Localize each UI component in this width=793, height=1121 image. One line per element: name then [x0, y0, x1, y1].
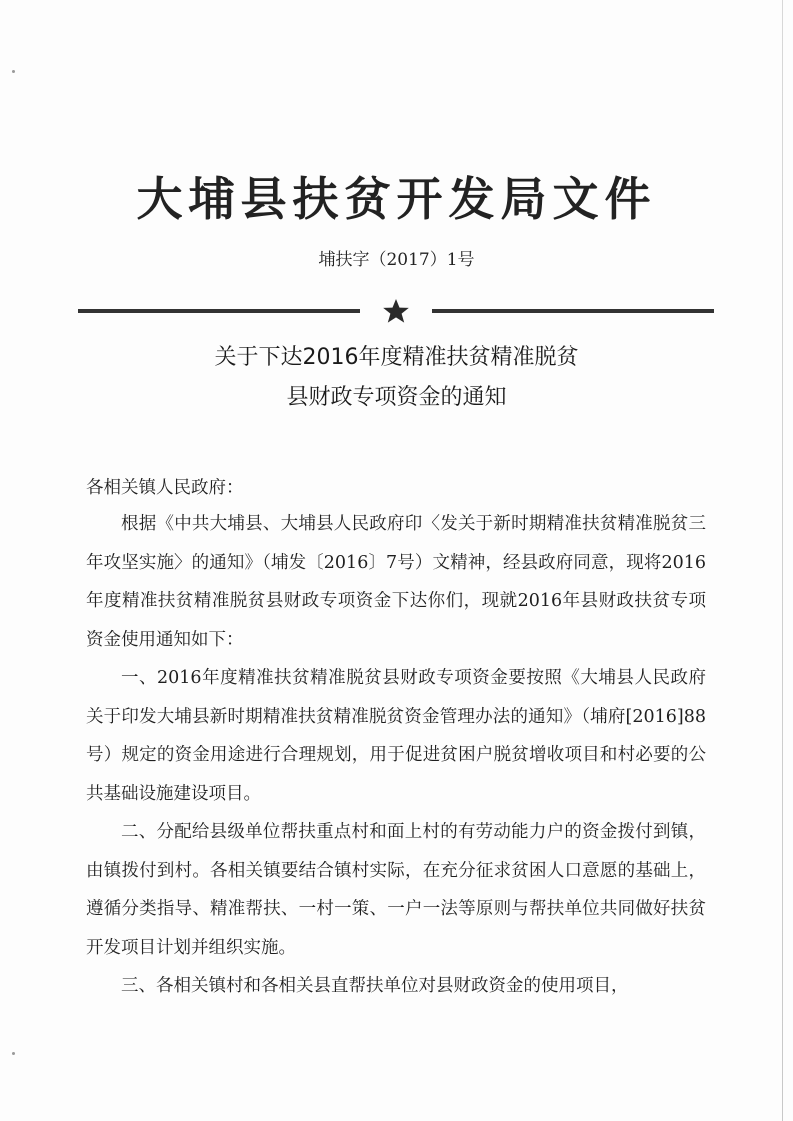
- body-paragraph-4: 三、各相关镇村和各相关县直帮扶单位对县财政资金的使用项目，: [121, 976, 629, 996]
- salutation: 各相关镇人民政府：: [86, 478, 244, 498]
- separator-line-left: [78, 309, 360, 313]
- notice-title-line-1: 关于下达2016年度精准扶贫精准脱贫: [214, 345, 579, 370]
- issuer-header-title: 大埔县扶贫开发局文件: [136, 172, 657, 226]
- notice-title-line-2: 县财政专项资金的通知: [286, 385, 507, 410]
- scan-speck: [12, 1052, 15, 1055]
- body-paragraph-1: 根据《中共大埔县、大埔县人民政府印〈发关于新时期精准扶贫精准脱贫三年攻坚实施〉的通知》（埔发〔2016〕7号）文精神，经县政府同意，现将2016年度精准扶贫精准脱贫县财政专项资金下达你们，现就2016年县财政扶贫专项资金使用通知如下：: [86, 514, 706, 650]
- header-separator: [78, 298, 714, 324]
- notice-title: [0, 338, 793, 418]
- body-paragraph-2: 一、2016年度精准扶贫精准脱贫县财政专项资金要按照《大埔县人民政府关于印发大埔县新时期精准扶贫精准脱贫资金管理办法的通知》（埔府[2016]88号）规定的资金用途进行合理规划，用于促进贫困户脱贫增收项目和村必要的公共基础设施建设项目。: [86, 668, 706, 804]
- separator-line-right: [432, 309, 714, 313]
- body-paragraph-3: 二、分配给县级单位帮扶重点村和面上村的有劳动能力户的资金拨付到镇，由镇拨付到村。各相关镇要结合镇村实际，在充分征求贫困人口意愿的基础上，遵循分类指导、精准帮扶、一村一策、一户一法等原则与帮扶单位共同做好扶贫开发项目计划并组织实施。: [86, 822, 706, 958]
- scan-speck: [12, 70, 15, 73]
- star-icon: [378, 298, 414, 324]
- document-number: 埔扶字（2017）1号: [318, 250, 475, 270]
